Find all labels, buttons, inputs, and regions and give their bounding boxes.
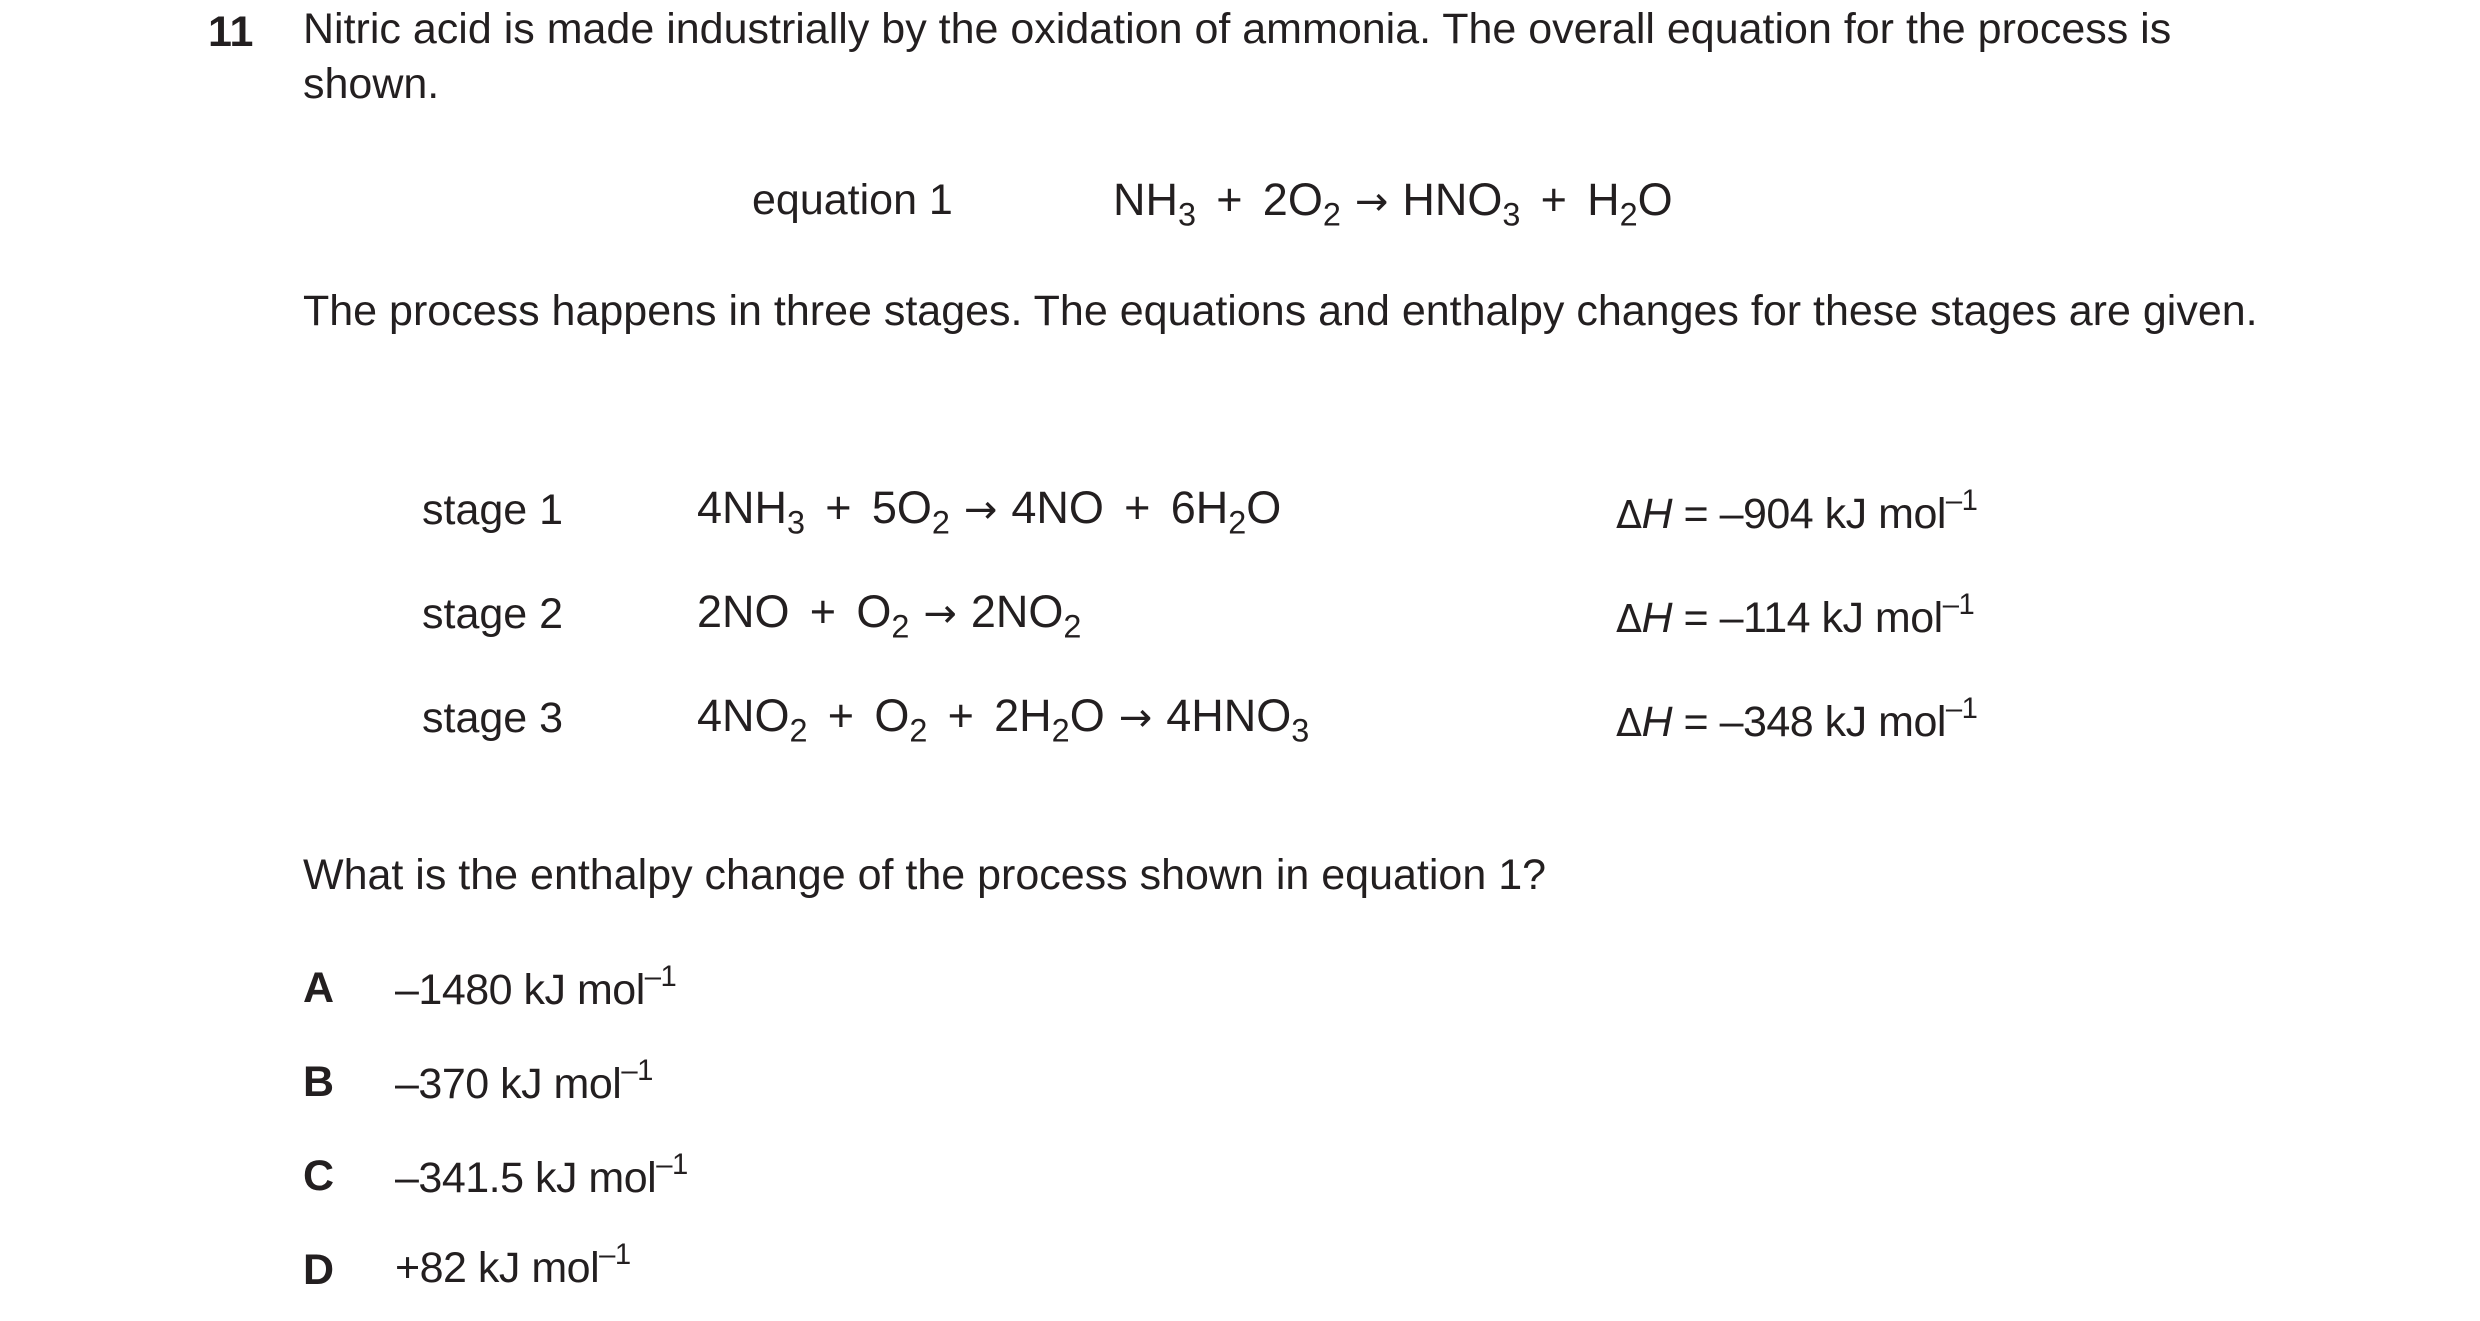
stage-2-label: stage 2	[422, 590, 564, 638]
stage-2-enthalpy: ΔH = –114 kJ mol$^{-1}$	[1616, 588, 1975, 642]
option-a-letter: A	[303, 964, 335, 1012]
reactant-ammonia: $NH_3$	[1113, 174, 1197, 233]
question-intro: Nitric acid is made industrially by the oxidation of ammonia. The overall equation for the process is shown.	[303, 5, 2172, 108]
reaction-arrow: →	[1354, 179, 1389, 225]
stage-1-equation: $4NH_3 + 5O_2 \to 4NO + 6H_2O$	[697, 482, 1282, 541]
option-d-value: +82 kJ mol$^{-1}$	[395, 1238, 631, 1292]
option-c-letter: C	[303, 1152, 335, 1200]
reaction-arrow: →	[923, 591, 957, 637]
stage-3-equation: $4NO_2 + O_2 + 2H_2O \to 4HNO_3$	[697, 690, 1310, 749]
option-b-value: –370 kJ mol$^{-1}$	[395, 1054, 653, 1108]
product-nitric-acid: $HNO_3$	[1402, 174, 1521, 233]
option-c-value: –341.5 kJ mol$^{-1}$	[395, 1148, 688, 1202]
reaction-arrow: →	[1118, 695, 1153, 741]
product-water: $H_2O$	[1587, 174, 1673, 233]
stage-2-equation: $2NO + O_2 \to 2NO_2$	[697, 586, 1082, 645]
option-d-letter: D	[303, 1246, 335, 1294]
stage-3-label: stage 3	[422, 694, 564, 742]
question-number: 11	[208, 8, 254, 56]
stage-1-label: stage 1	[422, 486, 564, 534]
reaction-arrow: →	[963, 487, 998, 533]
reactant-oxygen: $2O_2$	[1262, 174, 1341, 233]
question-prompt: What is the enthalpy change of the process shown in equation 1?	[303, 851, 1547, 899]
stages-intro: The process happens in three stages. The equations and enthalpy changes for these stages are given.	[303, 287, 2258, 335]
equation-1-label: equation 1	[752, 176, 953, 224]
stage-3-enthalpy: ΔH = –348 kJ mol$^{-1}$	[1616, 692, 1978, 746]
option-b-letter: B	[303, 1058, 335, 1106]
option-a-value: –1480 kJ mol$^{-1}$	[395, 960, 677, 1014]
stage-1-enthalpy: ΔH = –904 kJ mol$^{-1}$	[1616, 484, 1978, 538]
equation-1: $NH_3 + 2O_2 \to HNO_3 + H_2O$	[1113, 174, 1673, 233]
